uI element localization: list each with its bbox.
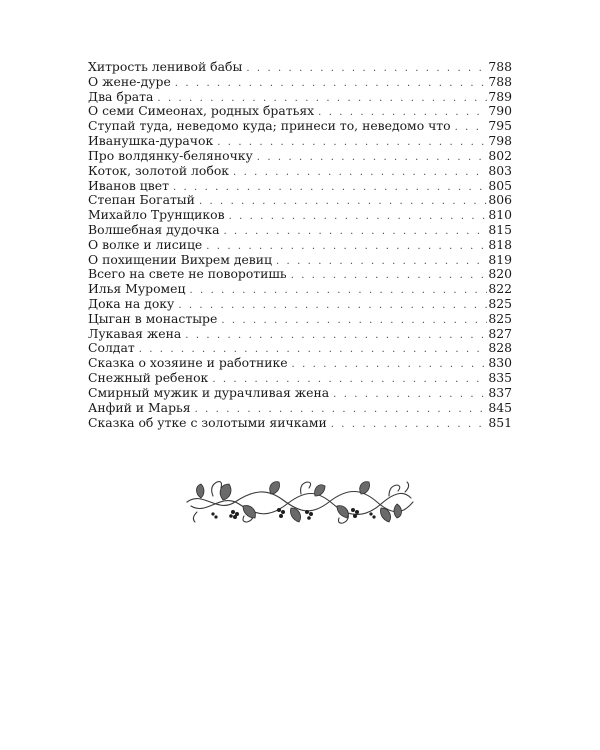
toc-entry xyxy=(88,267,512,282)
toc-entry xyxy=(88,282,512,297)
toc-dot-leader xyxy=(223,225,487,240)
toc-entry-page-number: 822 xyxy=(488,281,512,297)
toc-entry-page-number: 803 xyxy=(488,162,512,178)
toc-entry-page-number: 827 xyxy=(488,325,512,341)
toc-entry-page-number: 835 xyxy=(488,370,512,386)
toc-entry xyxy=(88,119,512,134)
toc-entry-title: О семи Симеонах, родных братьях xyxy=(88,103,315,119)
toc-entry xyxy=(88,356,512,371)
toc-dot-leader xyxy=(333,388,487,403)
toc-dot-leader xyxy=(229,210,488,225)
toc-entry-page-number: 851 xyxy=(488,414,512,430)
toc-dot-leader xyxy=(221,314,487,329)
grapevine-ornament-icon xyxy=(183,472,417,530)
toc-entry xyxy=(88,223,512,238)
toc-dot-leader xyxy=(291,269,488,284)
toc-entry-title: Волшебная дудочка xyxy=(88,221,220,237)
toc-entry-page-number: 815 xyxy=(488,221,512,237)
toc-dot-leader xyxy=(190,284,488,299)
toc-entry xyxy=(88,297,512,312)
toc-entry-title: О волке и лисице xyxy=(88,236,203,252)
toc-entry xyxy=(88,416,512,431)
toc-entry-page-number: 790 xyxy=(488,103,512,119)
toc-entry xyxy=(88,149,512,164)
toc-entry-page-number: 810 xyxy=(488,207,512,223)
toc-entry-title: Лукавая жена xyxy=(88,325,182,341)
toc-entry xyxy=(88,134,512,149)
toc-entry xyxy=(88,327,512,342)
toc-dot-leader xyxy=(233,166,487,181)
toc-entry-title: Дока на доку xyxy=(88,296,175,311)
toc-entry-page-number: 830 xyxy=(488,355,512,371)
toc-entry-title: О жене-дуре xyxy=(88,73,171,89)
toc-entry xyxy=(88,179,512,194)
toc-dot-leader xyxy=(185,329,487,344)
toc-entry xyxy=(88,60,512,75)
table-of-contents xyxy=(88,60,512,430)
toc-entry-title: Иванов цвет xyxy=(88,177,169,193)
toc-entry xyxy=(88,341,512,356)
toc-entry-title: Сказка о хозяине и работнике xyxy=(88,355,288,371)
toc-entry-page-number: 789 xyxy=(488,88,512,104)
toc-entry-title: Степан Богатый xyxy=(88,192,195,208)
toc-dot-leader xyxy=(178,299,487,314)
toc-dot-leader xyxy=(276,255,487,270)
toc-entry xyxy=(88,208,512,223)
toc-entry-page-number: 806 xyxy=(488,192,512,208)
toc-dot-leader xyxy=(257,151,488,166)
toc-entry-title: Ступай туда, неведомо куда; принеси то, неведомо что xyxy=(88,118,451,134)
toc-entry-title: Смирный мужик и дурачливая жена xyxy=(88,384,330,400)
toc-entry-title: Михайло Трунщиков xyxy=(88,207,225,223)
toc-entry xyxy=(88,104,512,119)
toc-entry-title: Иванушка-дурачок xyxy=(88,133,214,149)
toc-entry-page-number: 798 xyxy=(488,133,512,149)
toc-entry xyxy=(88,401,512,416)
toc-entry-page-number: 788 xyxy=(488,73,512,89)
toc-entry-title: Сказка об утке с золотыми яичками xyxy=(88,414,327,430)
toc-entry-title: Анфий и Марья xyxy=(88,399,191,415)
toc-entry-page-number: 818 xyxy=(488,236,512,252)
toc-entry-title: О похищении Вихрем девиц xyxy=(88,251,272,267)
toc-entry xyxy=(88,253,512,268)
toc-entry-page-number: 788 xyxy=(488,59,512,74)
toc-entry xyxy=(88,386,512,401)
toc-dot-leader xyxy=(331,418,488,433)
toc-entry-title: Снежный ребенок xyxy=(88,370,209,386)
toc-entry xyxy=(88,90,512,105)
toc-entry-title: Всего на свете не поворотишь xyxy=(88,266,287,282)
toc-entry-page-number: 820 xyxy=(488,266,512,282)
toc-dot-leader xyxy=(217,136,487,151)
toc-dot-leader xyxy=(246,62,487,77)
toc-entry xyxy=(88,371,512,386)
toc-entry-page-number: 805 xyxy=(488,177,512,193)
toc-dot-leader xyxy=(455,121,488,136)
toc-dot-leader xyxy=(173,181,487,196)
toc-entry-title: Солдат xyxy=(88,340,135,356)
toc-entry-page-number: 828 xyxy=(488,340,512,356)
toc-entry xyxy=(88,312,512,327)
toc-entry-title: Два брата xyxy=(88,88,154,104)
toc-entry-title: Хитрость ленивой бабы xyxy=(88,59,243,74)
toc-entry xyxy=(88,75,512,90)
toc-entry-title: Про волдянку-беляночку xyxy=(88,147,253,163)
toc-entry xyxy=(88,238,512,253)
toc-dot-leader xyxy=(175,77,488,92)
toc-entry xyxy=(88,164,512,179)
toc-entry-page-number: 825 xyxy=(488,310,512,326)
toc-dot-leader xyxy=(292,358,488,373)
toc-entry-page-number: 802 xyxy=(488,147,512,163)
toc-entry-page-number: 795 xyxy=(488,118,512,134)
toc-entry-page-number: 819 xyxy=(488,251,512,267)
toc-entry-page-number: 845 xyxy=(488,399,512,415)
toc-entry-page-number: 837 xyxy=(488,384,512,400)
toc-entry-title: Цыган в монастыре xyxy=(88,310,218,326)
toc-entry-title: Илья Муромец xyxy=(88,281,186,297)
toc-entry xyxy=(88,193,512,208)
toc-dot-leader xyxy=(199,195,487,210)
toc-entry-page-number: 825 xyxy=(488,296,512,311)
toc-entry-title: Коток, золотой лобок xyxy=(88,162,230,178)
